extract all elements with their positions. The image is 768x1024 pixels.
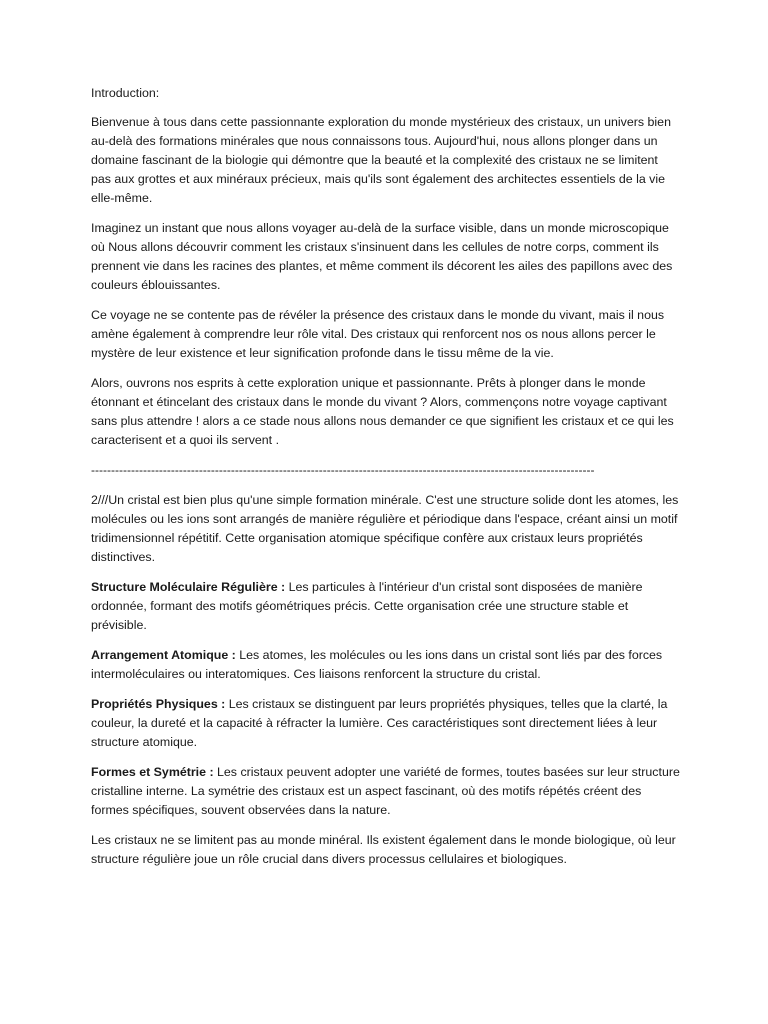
property-paragraph [91, 578, 681, 635]
property-term: Formes et Symétrie : [91, 765, 214, 779]
section2-intro: 2///Un cristal est bien plus qu'une simple formation minérale. C'est une structure solide dont les atomes, les molécules ou les ions sont arrangés de manière régulière et périodique dans l'espace, créant ainsi un motif tridimensionnel répétitif. Cette organisation atomique spécifique confère aux cristaux leurs propriétés distinctives. [91, 493, 679, 564]
intro-paragraph: Alors, ouvrons nos esprits à cette exploration unique et passionnante. Prêts à plonger dans le monde étonnant et étincelant des cristaux dans le monde du vivant ? Alors, commençons notre voyage captivant sans plus attendre ! alors a ce stade nous allons nous demander ce que signifient les cristaux et ce qui les caracterisent et a quoi ils servent . [91, 376, 674, 447]
property-term: Propriétés Physiques : [91, 697, 226, 711]
property-text: Les particules à l'intérieur d'un cristal sont disposées de manière ordonnée, formant des motifs géométriques précis. Cette organisation crée une structure stable et prévisible. [91, 580, 643, 632]
property-text: Les cristaux peuvent adopter une variété de formes, toutes basées sur leur structure cristalline interne. La symétrie des cristaux est un aspect fascinant, où des motifs répétés créent des formes spécifiques, souvent observées dans la nature. [91, 765, 680, 817]
closing-paragraph: Les cristaux ne se limitent pas au monde minéral. Ils existent également dans le monde biologique, où leur structure régulière joue un rôle crucial dans divers processus cellulaires et biologiques. [91, 833, 676, 866]
property-paragraph [91, 695, 681, 752]
property-paragraph [91, 646, 681, 684]
document-page [91, 84, 681, 880]
separator-line: ------------------------------------------------------------------------------------------------------------------------------ [91, 463, 595, 477]
property-text: Les cristaux se distinguent par leurs propriétés physiques, telles que la clarté, la couleur, la dureté et la capacité à réfracter la lumière. Ces caractéristiques sont directement liées à leur structure atomique. [91, 697, 668, 749]
property-term: Structure Moléculaire Régulière : [91, 580, 286, 594]
intro-paragraph: Imaginez un instant que nous allons voyager au-delà de la surface visible, dans un monde microscopique où Nous allons découvrir comment les cristaux s'insinuent dans les cellules de notre corps, comment ils prennent vie dans les racines des plantes, et même comment ils décorent les ailes des papillons avec des couleurs éblouissantes. [91, 221, 673, 292]
intro-heading: Introduction: [91, 86, 160, 100]
intro-paragraph: Bienvenue à tous dans cette passionnante exploration du monde mystérieux des cristaux, un univers bien au-delà des formations minérales que nous connaissons tous. Aujourd'hui, nous allons plonger dans un domaine fascinant de la biologie qui démontre que la beauté et la complexité des cristaux ne se limitent pas aux grottes et aux minéraux précieux, mais qu'ils sont également des architectes essentiels de la vie elle-même. [91, 115, 671, 205]
property-text: Les atomes, les molécules ou les ions dans un cristal sont liés par des forces intermoléculaires ou interatomiques. Ces liaisons renforcent la structure du cristal. [91, 648, 663, 681]
intro-paragraph: Ce voyage ne se contente pas de révéler la présence des cristaux dans le monde du vivant, mais il nous amène également à comprendre leur rôle vital. Des cristaux qui renforcent nos os nous allons percer le mystère de leur existence et leur signification profonde dans le tissu même de la vie. [91, 308, 665, 360]
property-paragraph [91, 763, 681, 820]
property-term: Arrangement Atomique : [91, 648, 236, 662]
